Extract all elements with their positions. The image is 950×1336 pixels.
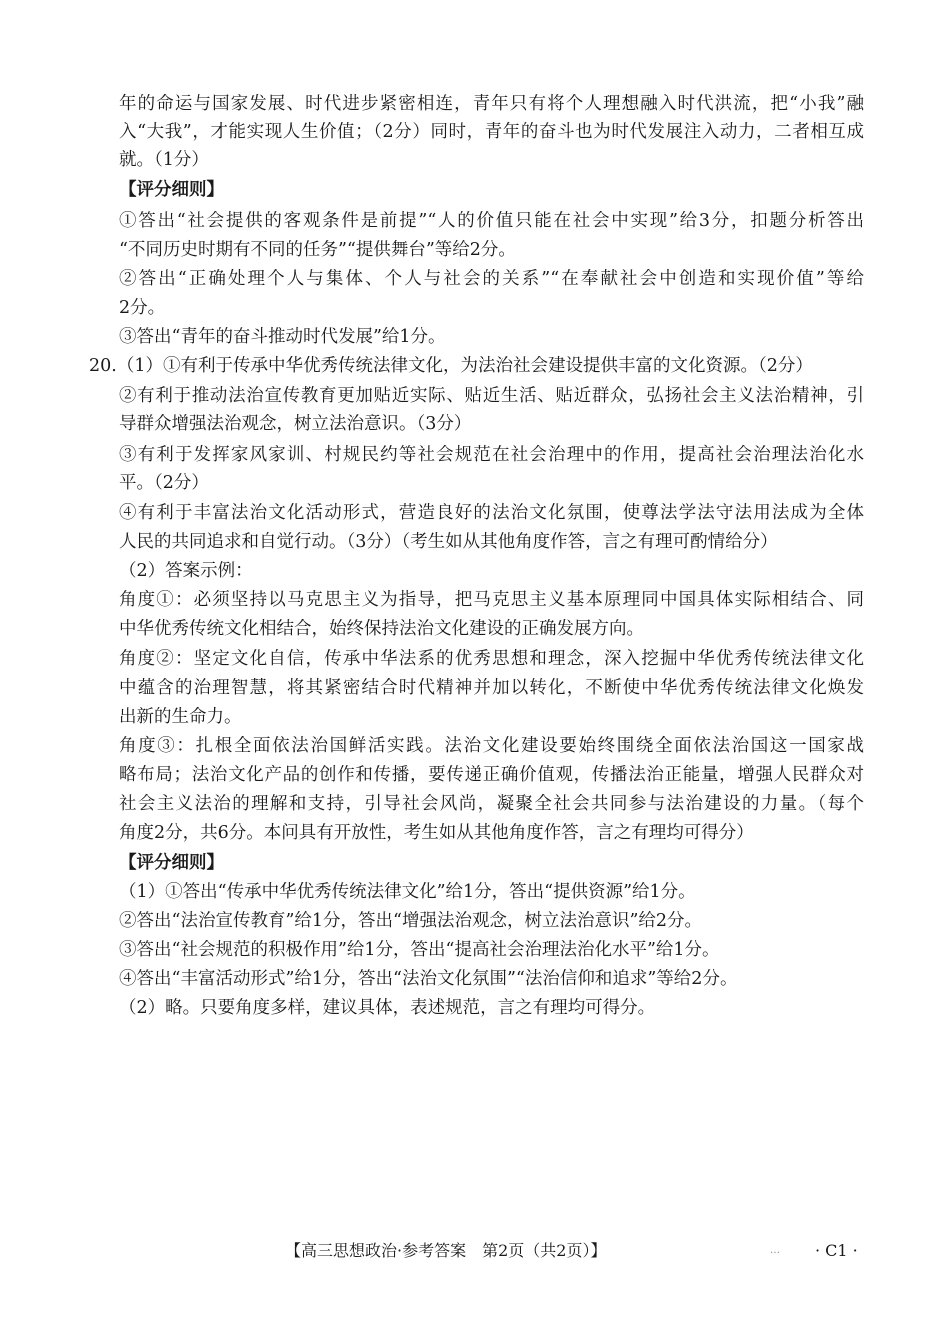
text-line: 角度③：扎根全面依法治国鲜活实践。法治文化建设要始终围绕全面依法治国这一国家战 xyxy=(119,736,864,756)
text-line: ②答出“法治宣传教育”给1分，答出“增强法治观念，树立法治意识”给2分。 xyxy=(119,911,703,931)
text-line: 角度②：坚定文化自信，传承中华法系的优秀思想和理念，深入挖掘中华优秀传统法律文化 xyxy=(119,649,864,669)
footer-dots: … xyxy=(770,1245,780,1256)
text-line: （1）①答出“传承中华优秀传统法律文化”给1分，答出“提供资源”给1分。 xyxy=(119,882,696,902)
text-line: 中蕴含的治理智慧，将其紧密结合时代精神并加以转化，不断使中华优秀传统法律文化焕发 xyxy=(119,678,864,698)
text-line: 入“大我”，才能实现人生价值；（2分）同时，青年的奋斗也为时代发展注入动力，二者相互成 xyxy=(119,122,864,142)
text-line: ③答出“社会规范的积极作用”给1分，答出“提高社会治理法治化水平”给1分。 xyxy=(119,940,720,960)
text-line: 人民的共同追求和自觉行动。（3分）（考生如从其他角度作答，言之有理可酌情给分） xyxy=(119,532,778,552)
question-20-line xyxy=(89,351,864,381)
text-line: 出新的生命力。 xyxy=(119,707,242,727)
text-line: “不同历史时期有不同的任务”“提供舞台”等给2分。 xyxy=(119,240,516,260)
text-line: 平。（2分） xyxy=(119,473,209,493)
text-line: 2分。 xyxy=(119,298,166,318)
text-line: ①答出“社会提供的客观条件是前提”“人的价值只能在社会中实现”给3分，扣题分析答出 xyxy=(119,211,864,231)
text-segment: （1）①有利于传承中华优秀传统法律文化，为法治社会建设提供丰富的文化资源。（2分） xyxy=(116,356,813,376)
text-line: ②有利于推动法治宣传教育更加贴近实际、贴近生活、贴近群众，弘扬社会主义法治精神，引 xyxy=(119,386,864,406)
text-line: 中华优秀传统文化相结合，始终保持法治文化建设的正确发展方向。 xyxy=(119,619,644,639)
text-line: 略布局；法治文化产品的创作和传播，要传递正确价值观，传播法治正能量，增强人民群众对 xyxy=(119,765,864,785)
text-line: ③有利于发挥家风家训、村规民约等社会规范在社会治理中的作用，提高社会治理法治化水 xyxy=(119,445,864,465)
text-line: （2）略。只要角度多样，建议具体，表述规范，言之有理均可得分。 xyxy=(119,998,656,1018)
footer-code: · C1 · xyxy=(815,1241,858,1260)
text-line: 年的命运与国家发展、时代进步紧密相连，青年只有将个人理想融入时代洪流，把“小我”融 xyxy=(119,94,864,114)
text-line: 导群众增强法治观念，树立法治意识。（3分） xyxy=(119,414,472,434)
page-footer xyxy=(0,1238,950,1264)
text-line: ③答出“青年的奋斗推动时代发展”给1分。 xyxy=(119,327,446,347)
text-line: ④答出“丰富活动形式”给1分，答出“法治文化氛围”“法治信仰和追求”等给2分。 xyxy=(119,969,738,989)
footer-title: 【高三思想政治·参考答案 第2页（共2页）】 xyxy=(285,1241,607,1260)
text-line: （2）答案示例： xyxy=(119,561,253,581)
section-heading: 【评分细则】 xyxy=(119,180,224,200)
text-line: 就。（1分） xyxy=(119,150,209,170)
question-number: 20. xyxy=(89,356,117,376)
text-line: 角度2分，共6分。本问具有开放性，考生如从其他角度作答，言之有理均可得分） xyxy=(119,823,754,843)
text-line: 角度①：必须坚持以马克思主义为指导，把马克思主义基本原理同中国具体实际相结合、同 xyxy=(119,590,864,610)
text-line: ④有利于丰富法治文化活动形式，营造良好的法治文化氛围，使尊法学法守法用法成为全体 xyxy=(119,503,864,523)
section-heading: 【评分细则】 xyxy=(119,853,224,873)
text-line: ②答出“正确处理个人与集体、个人与社会的关系”“在奉献社会中创造和实现价值”等给 xyxy=(119,269,864,289)
text-line: 社会主义法治的理解和支持，引导社会风尚，凝聚全社会共同参与法治建设的力量。（每个 xyxy=(119,794,864,814)
